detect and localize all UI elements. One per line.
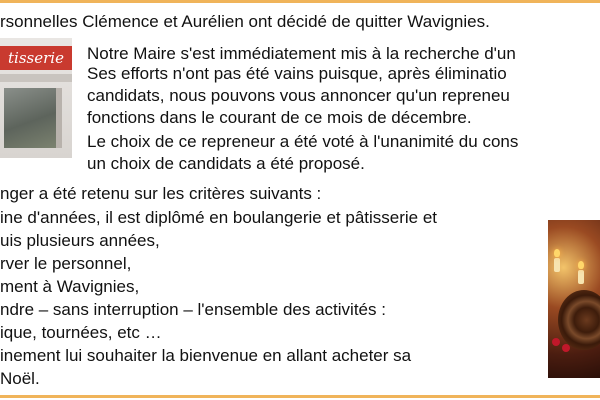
storefront-window xyxy=(4,88,62,148)
bakery-storefront-photo xyxy=(0,38,72,158)
candle-flame xyxy=(578,261,584,269)
criteria-line2: ine d'années, il est diplômé en boulangerie et pâtisserie et xyxy=(0,208,438,227)
paragraph2-line2: un choix de candidats a été proposé. xyxy=(87,154,365,173)
criteria-heading: nger a été retenu sur les critères suivants : xyxy=(0,184,322,203)
paragraph1-line1: Notre Maire s'est immédiatement mis à la recherche d'un xyxy=(87,44,516,63)
candle-flame xyxy=(554,249,560,257)
paragraph1-line2: Ses efforts n'ont pas été vains puisque, après éliminatio xyxy=(87,64,507,83)
yule-log-photo xyxy=(548,220,600,378)
shop-sign: tisserie xyxy=(0,46,72,70)
criteria-line3: uis plusieurs années, xyxy=(0,231,160,250)
paragraph1-line3: candidats, nous pouvons vous annoncer qu'un repreneu xyxy=(87,86,510,105)
top-border xyxy=(0,0,600,3)
storefront-wall xyxy=(0,74,72,82)
berry xyxy=(562,344,570,352)
yule-log-cake xyxy=(558,290,600,350)
criteria-line5: ment à Wavignies, xyxy=(0,277,140,296)
criteria-line9: Noël. xyxy=(0,369,40,388)
criteria-line6: ndre – sans interruption – l'ensemble des activités : xyxy=(0,300,386,319)
criteria-line7: ique, tournées, etc … xyxy=(0,323,162,342)
berry xyxy=(552,338,560,346)
candle xyxy=(554,258,560,272)
bottom-border xyxy=(0,395,600,398)
criteria-line4: rver le personnel, xyxy=(0,254,132,273)
intro-line: rsonnelles Clémence et Aurélien ont décidé de quitter Wavignies. xyxy=(0,12,490,31)
criteria-line8: inement lui souhaiter la bienvenue en allant acheter sa xyxy=(0,346,412,365)
paragraph2-line1: Le choix de ce repreneur a été voté à l'unanimité du cons xyxy=(87,132,519,151)
paragraph1-line4: fonctions dans le courant de ce mois de décembre. xyxy=(87,108,472,127)
candle xyxy=(578,270,584,284)
